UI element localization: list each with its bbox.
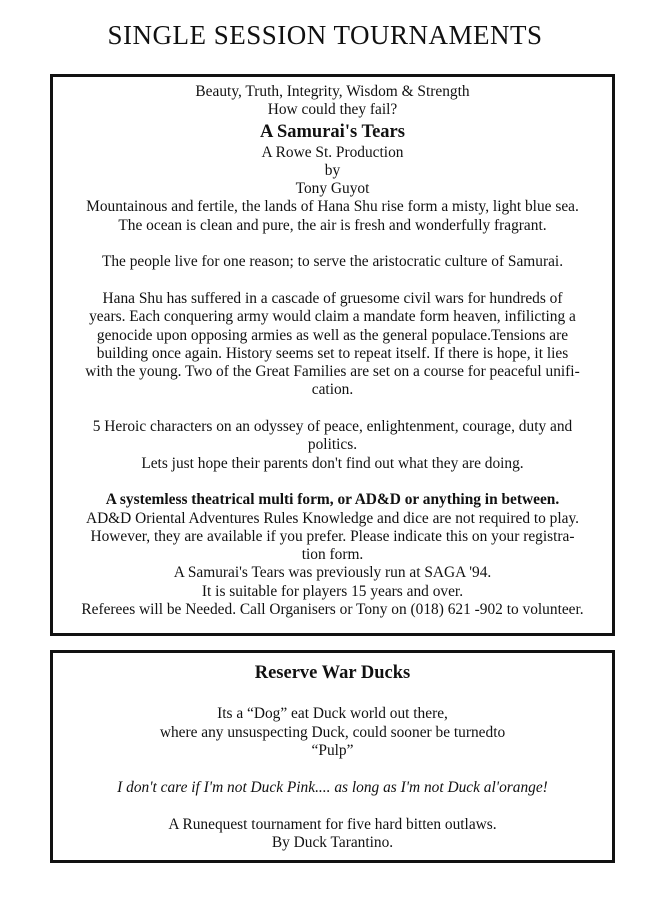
body-line: where any unsuspecting Duck, could sooner be turnedto [159,723,506,741]
body-line: building once again. History seems set to repeat itself. If there is hope, it lies [96,344,569,362]
tournament-title: A Samurai's Tears [260,121,405,142]
production-credit: A Rowe St. Production [261,143,404,161]
body-line: Hana Shu has suffered in a cascade of gruesome civil wars for hundreds of [102,289,563,307]
body-line: The ocean is clean and pure, the air is fresh and wonderfully fragrant. [118,216,547,234]
samurai-tears-box [50,74,615,636]
tournament-title: Reserve War Ducks [254,663,411,683]
tagline-question: How could they fail? [267,101,398,119]
system-heading: A systemless theatrical multi form, or AD&D or anything in between. [105,491,560,509]
body-line: with the young. Two of the Great Families are set on a course for peaceful unifi- [85,363,580,381]
war-ducks-box [50,650,615,863]
body-line: tion form. [301,546,364,564]
body-line: A Samurai's Tears was previously run at SAGA '94. [173,564,492,582]
body-line: Referees will be Needed. Call Organisers or Tony on (018) 621 -902 to volunteer. [81,601,584,619]
author-name: Tony Guyot [295,180,370,198]
body-line: The people live for one reason; to serve the aristocratic culture of Samurai. [101,253,564,271]
page-title: SINGLE SESSION TOURNAMENTS [107,20,543,50]
body-line: “Pulp” [311,742,354,760]
by-label: by [324,161,341,179]
body-line: years. Each conquering army would claim a mandate form heaven, infilicting a [89,308,576,326]
body-line: By Duck Tarantino. [271,834,394,852]
body-line: cation. [311,381,354,399]
body-line: A Runequest tournament for five hard bitten outlaws. [168,815,497,833]
italic-quote: I don't care if I'm not Duck Pink.... as long as I'm not Duck al'orange! [117,779,548,797]
body-line: However, they are available if you prefer. Please indicate this on your registra- [90,527,575,545]
body-line: It is suitable for players 15 years and over. [201,582,464,600]
tagline: Beauty, Truth, Integrity, Wisdom & Strength [195,83,470,100]
body-line: politics. [307,436,358,454]
body-line: Its a “Dog” eat Duck world out there, [217,705,448,723]
body-line: Lets just hope their parents don't find out what they are doing. [141,454,524,472]
body-line: 5 Heroic characters on an odyssey of peace, enlightenment, courage, duty and [92,418,573,436]
body-line: genocide upon opposing armies as well as the general populace.Tensions are [96,326,569,344]
body-line: AD&D Oriental Adventures Rules Knowledge and dice are not required to play. [85,509,580,527]
body-line: Mountainous and fertile, the lands of Hana Shu rise form a misty, light blue sea. [86,198,579,216]
